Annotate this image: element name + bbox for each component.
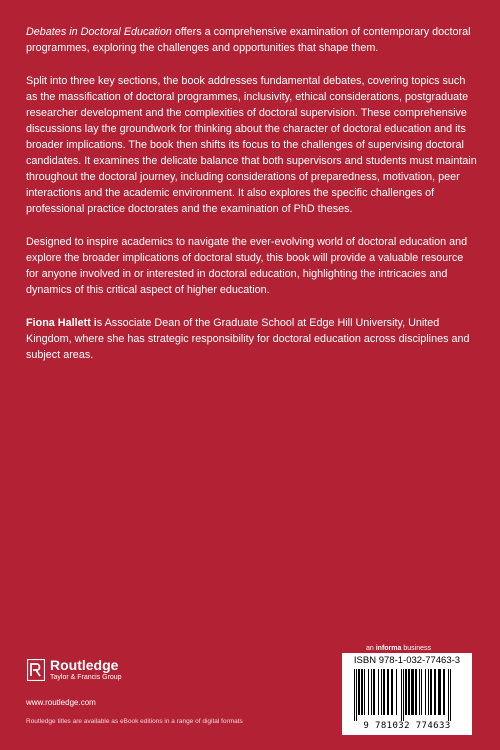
informa-business-label — [366, 645, 431, 652]
barcode-bar — [401, 669, 402, 721]
informa-suffix: business — [401, 645, 431, 652]
isbn-label: ISBN 978-1-032-77463-3 — [353, 655, 461, 666]
barcode-bar — [415, 669, 417, 715]
routledge-r-icon — [26, 659, 46, 681]
informa-name: informa — [375, 645, 402, 652]
barcode-bar — [450, 669, 451, 721]
publisher-website: www.routledge.com — [26, 698, 96, 707]
book-title: Debates in Doctoral Education — [26, 26, 172, 38]
barcode-bar — [396, 669, 397, 715]
barcode-bar — [371, 669, 372, 715]
barcode-bar — [373, 669, 375, 715]
barcode-bar — [421, 669, 422, 715]
blurb — [26, 24, 478, 380]
barcode-bar — [405, 669, 407, 715]
barcode — [342, 653, 472, 735]
barcode-bar — [443, 669, 445, 715]
barcode-bar — [434, 669, 436, 715]
barcode-bar — [411, 669, 414, 715]
barcode-bar — [448, 669, 449, 721]
barcode-bar — [381, 669, 382, 715]
author-name: Fiona Hallett i — [26, 317, 97, 329]
informa-prefix: an — [366, 645, 376, 652]
barcode-bar — [391, 669, 393, 715]
blurb-paragraph-3: Designed to inspire academics to navigate the ever-evolving world of doctoral education and explore the broader implications of doctoral study, this book will provide a valuable resource for anyone involved in or interested in doctoral education, highlighting the intricacies and dynamics of this critical aspect of higher education. — [26, 236, 468, 296]
barcode-bar — [383, 669, 385, 715]
barcode-bar — [430, 669, 432, 715]
barcode-bar — [356, 669, 357, 721]
author-bio — [26, 315, 478, 363]
barcode-bar — [354, 669, 355, 721]
publisher-group: Taylor & Francis Group — [50, 674, 122, 681]
barcode-bar — [364, 669, 365, 715]
barcode-bar — [368, 669, 369, 715]
publisher-logo — [26, 658, 122, 682]
barcode-bar — [387, 669, 389, 715]
blurb-text-1: offers a comprehensive examination of contemporary doctoral programmes, exploring the challenges and opportunities that shape them. — [26, 26, 471, 54]
barcode-bar — [361, 669, 363, 715]
barcode-bar — [419, 669, 420, 715]
barcode-bar — [403, 669, 404, 721]
blurb-paragraph-1 — [26, 24, 478, 56]
author-bio-text: s Associate Dean of the Graduate School at Edge Hill University, United Kingdom, where she has strategic responsibility for doctoral education across disciplines and subject areas. — [26, 317, 470, 361]
ebook-note: Routledge titles are available as eBook editions in a range of digital formats — [26, 718, 243, 725]
barcode-digits: 9 781032 774633 — [363, 721, 451, 731]
barcode-bars — [354, 669, 460, 721]
barcode-bar — [425, 669, 426, 715]
barcode-bar — [358, 669, 360, 715]
publisher-name: Routledge — [50, 657, 119, 673]
barcode-bar — [428, 669, 429, 715]
barcode-bar — [438, 669, 441, 715]
barcode-bar — [408, 669, 410, 715]
blurb-paragraph-2: Split into three key sections, the book addresses fundamental debates, covering topics such as the massification of doctoral programmes, inclusivity, ethical considerations, postgraduate researcher development and the complexities of doctoral supervision. These comprehensive discussions lay the groundwork for thinking about the character of doctoral education and its broader implications. The book then shifts its focus to the challenges of supervising doctoral candidates. It examines the delicate balance that both supervisors and students must maintain throughout the doctoral journey, including considerations of preparedness, motivation, peer interactions and the academic environment. It also explores the specific challenges of professional practice doctorates and the examination of PhD theses. — [26, 75, 477, 215]
barcode-bar — [378, 669, 379, 715]
